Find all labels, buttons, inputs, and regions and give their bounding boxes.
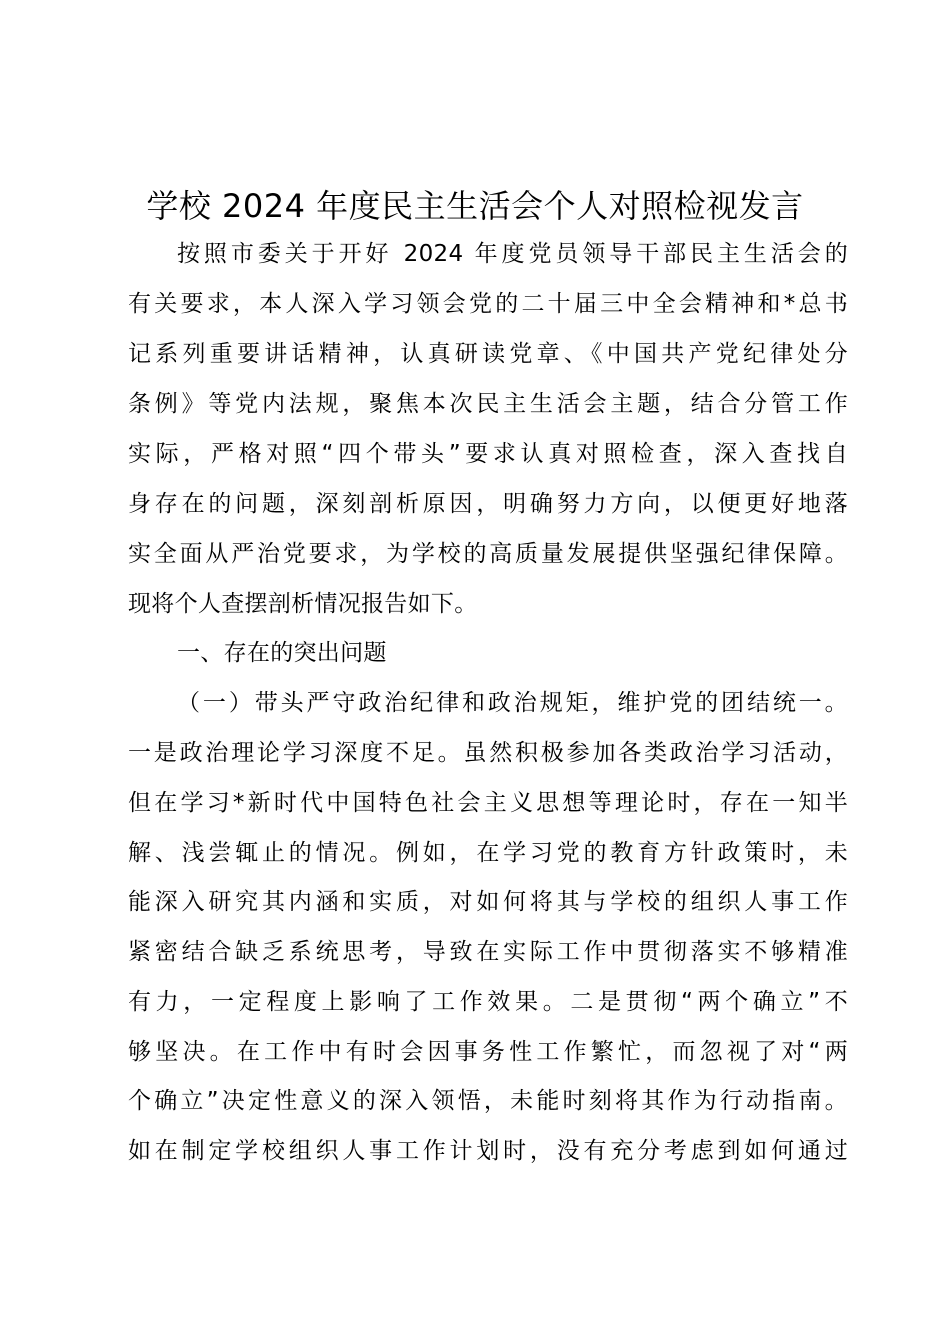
paragraph-line: 有关要求，本人深入学习领会党的二十届三中全会精神和*总书 (128, 291, 848, 317)
paragraph-line: 一是政治理论学习深度不足。虽然积极参加各类政治学习活动， (128, 740, 848, 766)
paragraph-line: 实全面从严治党要求，为学校的高质量发展提供坚强纪律保障。 (128, 541, 848, 567)
paragraph-line: 身存在的问题，深刻剖析原因，明确努力方向，以便更好地落 (128, 491, 848, 517)
paragraph-line: 但在学习*新时代中国特色社会主义思想等理论时，存在一知半 (128, 790, 848, 816)
paragraph-line: 有力，一定程度上影响了工作效果。二是贯彻“两个确立”不 (128, 989, 848, 1015)
section-heading: 一、存在的突出问题 (177, 640, 387, 666)
paragraph-line: 够坚决。在工作中有时会因事务性工作繁忙，而忽视了对“两 (128, 1039, 848, 1065)
subsection-heading: （一）带头严守政治纪律和政治规矩，维护党的团结统一。 (177, 690, 848, 716)
paragraph-line: 能深入研究其内涵和实质，对如何将其与学校的组织人事工作 (128, 889, 848, 915)
paragraph-line: 个确立”决定性意义的深入领悟，未能时刻将其作为行动指南。 (128, 1088, 848, 1114)
paragraph-line: 解、浅尝辄止的情况。例如，在学习党的教育方针政策时，未 (128, 840, 848, 866)
paragraph-line: 记系列重要讲话精神，认真研读党章、《中国共产党纪律处分 (128, 341, 848, 367)
document-title: 学校 2024 年度民主生活会个人对照检视发言 (146, 187, 804, 225)
paragraph-line: 按照市委关于开好 2024 年度党员领导干部民主生活会的 (177, 241, 848, 267)
paragraph-line: 紧密结合缺乏系统思考，导致在实际工作中贯彻落实不够精准 (128, 939, 848, 965)
paragraph-line: 现将个人查摆剖析情况报告如下。 (128, 591, 478, 617)
paragraph-line: 如在制定学校组织人事工作计划时，没有充分考虑到如何通过 (128, 1138, 848, 1164)
paragraph-line: 实际，严格对照“四个带头”要求认真对照检查，深入查找自 (128, 441, 848, 467)
paragraph-line: 条例》等党内法规，聚焦本次民主生活会主题，结合分管工作 (128, 391, 848, 417)
